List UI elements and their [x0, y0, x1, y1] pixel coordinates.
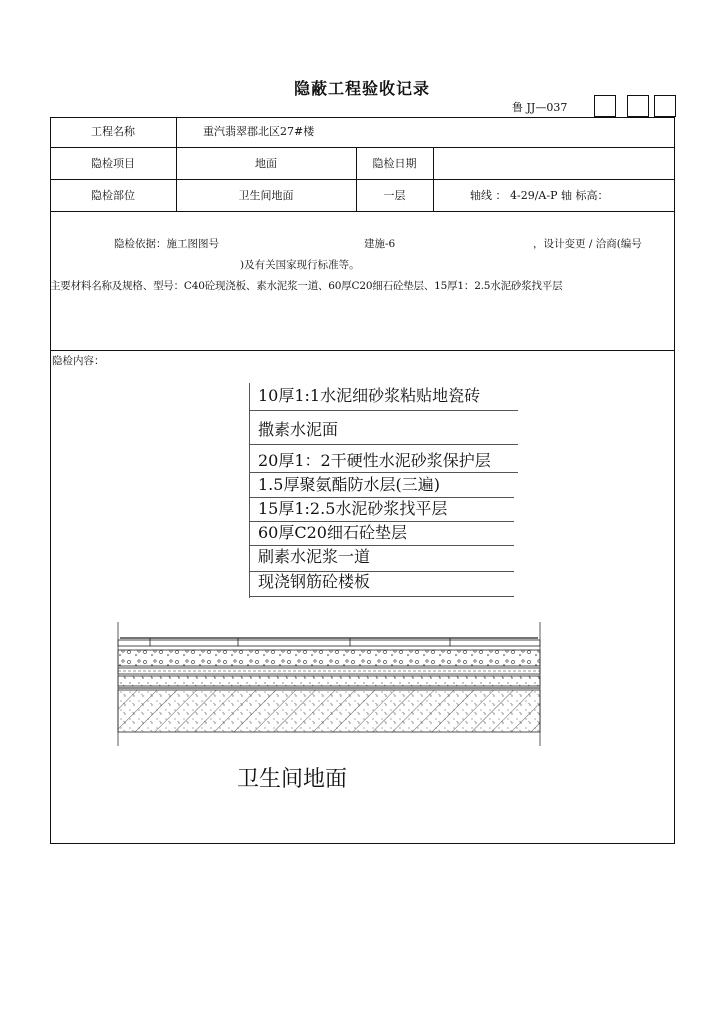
floor-value: 一层: [383, 189, 406, 202]
page-title: 隐蔽工程验收记录: [293, 79, 430, 98]
layer-label: 1.5厚聚氨酯防水层(三遍): [258, 475, 440, 494]
axis-elevation: 轴线 ： 4-29/A-P 轴 标高：: [470, 189, 609, 202]
layer-label: 20厚1：2干硬性水泥砂浆保护层: [258, 451, 491, 470]
code-box-2: [627, 95, 649, 117]
code-box-1: [594, 95, 616, 117]
materials-text: 主要材料名称及规格、型号：C40砼现浇板、素水泥浆一道、60厚C20细石砼垫层、15厚1：2.5水泥砂浆找平层: [50, 280, 563, 292]
code-box-3: [654, 95, 676, 117]
layer-underline: [250, 410, 518, 411]
design-change: ，设计变更 / 洽商(编号: [533, 238, 642, 250]
layer-label: 刷素水泥浆一道: [258, 547, 371, 566]
project-name-value: 重汽翡翠郡北区27#楼: [203, 125, 315, 138]
drawing-caption: 卫生间地面: [237, 767, 348, 792]
layer-underline: [250, 497, 514, 498]
inspection-part-value: 卫生间地面: [238, 189, 294, 202]
inspection-part-label: 隐检部位: [91, 189, 135, 202]
layer-label: 10厚1:1水泥细砂浆粘贴地瓷砖: [258, 386, 481, 405]
layer-underline: [250, 545, 514, 546]
content-label: 隐检内容：: [52, 355, 105, 367]
leader-line: [249, 383, 250, 598]
layer-underline: [250, 521, 514, 522]
standard-text: )及有关国家现行标准等。: [240, 259, 360, 271]
drawing-number: 建施-6: [364, 238, 396, 250]
inspection-item-label: 隐检项目: [91, 157, 135, 170]
layer-underline: [250, 444, 518, 445]
layer-label: 撒素水泥面: [258, 420, 339, 439]
layer-label: 现浇钢筋砼楼板: [258, 572, 371, 591]
form-code: 鲁 JJ—037: [512, 101, 568, 114]
project-name-label: 工程名称: [91, 125, 135, 138]
layer-label: 15厚1:2.5水泥砂浆找平层: [258, 499, 448, 518]
layer-underline: [250, 596, 514, 597]
layer-underline: [250, 472, 518, 473]
floor-section-drawing: [110, 618, 550, 750]
inspection-item-value: 地面: [255, 157, 277, 170]
inspection-date-label: 隐检日期: [372, 157, 417, 170]
layer-label: 60厚C20细石砼垫层: [258, 523, 407, 542]
basis-label: 隐检依据：施工图图号: [114, 238, 219, 250]
